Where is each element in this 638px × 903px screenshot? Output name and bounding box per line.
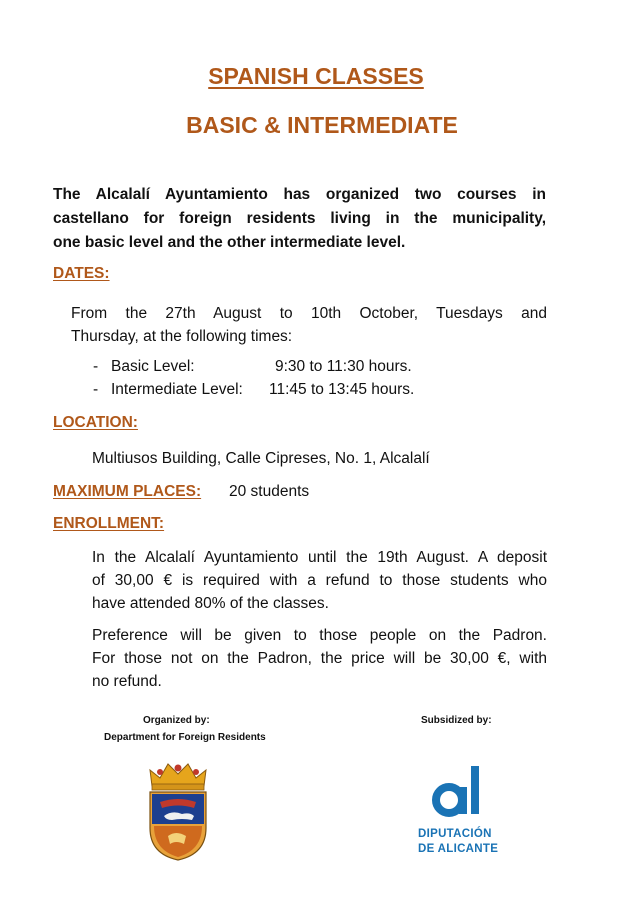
location-text: Multiusos Building, Calle Cipreses, No. 1, Alcalalí	[92, 450, 430, 467]
max-places-value: 20 students	[229, 483, 310, 500]
dates-paragraph	[71, 302, 547, 348]
enrollment-p1-line-3: have attended 80% of the classes.	[92, 595, 329, 612]
page-subtitle: BASIC & INTERMEDIATE	[186, 112, 458, 138]
diputacion-label-line-2: DE ALICANTE	[418, 843, 499, 855]
diputacion-label-line-1: DIPUTACIÓN	[418, 828, 492, 840]
dash: -	[93, 381, 99, 398]
enrollment-p2-line-2: For those not on the Padron, the price will be 30,00 €, with	[92, 650, 547, 667]
max-places-heading: MAXIMUM PLACES:	[53, 483, 202, 500]
enrollment-p2-line-1: Preference will be given to those people on the Padron.	[92, 627, 547, 644]
enrollment-p2-line-3: no refund.	[92, 673, 162, 690]
enrollment-paragraph-2	[92, 624, 547, 693]
dash: -	[93, 358, 99, 375]
enrollment-p1-line-1: In the Alcalalí Ayuntamiento until the 19th August. A deposit	[92, 549, 547, 566]
schedule-label-basic: Basic Level:	[111, 358, 195, 375]
dates-line-1: From the 27th August to 10th October, Tuesdays and	[71, 305, 547, 322]
schedule-item-intermediate	[93, 381, 98, 399]
enrollment-paragraph-1	[92, 546, 547, 615]
schedule-item-basic	[93, 358, 98, 376]
schedule-label-intermediate: Intermediate Level:	[111, 381, 243, 398]
enrollment-p1-line-2: of 30,00 € is required with a refund to those students who	[92, 572, 547, 589]
schedule-time-intermediate: 11:45 to 13:45 hours.	[269, 381, 415, 398]
page-title: SPANISH CLASSES	[208, 63, 424, 89]
intro-line-2: castellano for foreign residents living in the municipality,	[53, 210, 546, 227]
intro-line-1: The Alcalalí Ayuntamiento has organized two courses in	[53, 186, 546, 203]
intro-line-3: one basic level and the other intermediate level.	[53, 234, 406, 251]
dates-heading: DATES:	[53, 265, 110, 282]
location-heading: LOCATION:	[53, 414, 138, 431]
dates-line-2: Thursday, at the following times:	[71, 328, 293, 345]
enrollment-heading: ENROLLMENT:	[53, 515, 165, 532]
schedule-time-basic: 9:30 to 11:30 hours.	[275, 358, 412, 375]
intro-paragraph	[53, 183, 546, 255]
organized-by-department: Department for Foreign Residents	[104, 732, 266, 743]
organized-by-label: Organized by:	[143, 715, 210, 726]
alcalali-coat-of-arms-icon	[142, 758, 214, 862]
subsidized-by-label: Subsidized by:	[421, 715, 492, 726]
